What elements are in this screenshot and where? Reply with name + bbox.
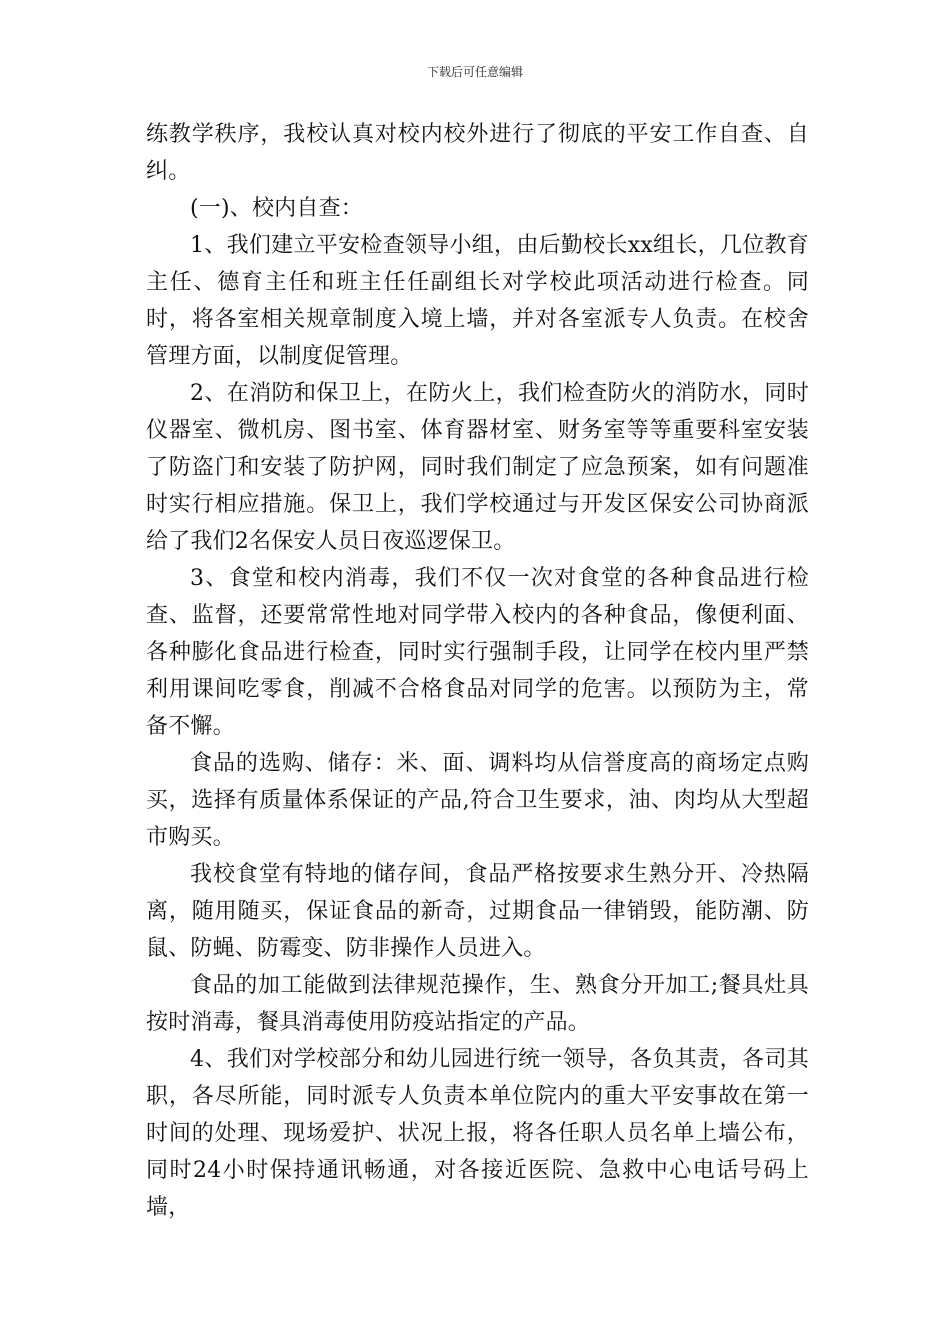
page-header: 下载后可任意编辑 [426,65,523,79]
paragraph-item-3: 3、食堂和校内消毒，我们不仅一次对食堂的各种食品进行检查、监督，还要常常性地对同学带入校内的各种食品，像便利面、各种膨化食品进行检查，同时实行强制手段，让同学在校内里严禁利用课间吃零食，削减不合格食品对同学的危害。以预防为主，常备不懈。 [146,566,809,739]
section-heading-internal-inspection: (一)、校内自查： [190,196,363,221]
paragraph-continuation: 练教学秩序，我校认真对校内校外进行了彻底的平安工作自查、自纠。 [146,122,809,184]
paragraph-item-4: 4、我们对学校部分和幼儿园进行统一领导，各负其责，各司其职，各尽所能，同时派专人负责本单位院内的重大平安事故在第一时间的处理、现场爱护、状况上报，将各任职人员名单上墙公布，同时24小时保持通讯畅通，对各接近医院、急救中心电话号码上墙， [146,1047,809,1220]
paragraph-food-processing: 食品的加工能做到法律规范操作，生、熟食分开加工;餐具灶具按时消毒，餐具消毒使用防疫站指定的产品。 [146,973,809,1035]
paragraph-food-purchase: 食品的选购、储存：米、面、调料均从信誉度高的商场定点购买，选择有质量体系保证的产品,符合卫生要求，油、肉均从大型超市购买。 [146,751,809,850]
paragraph-item-1: 1、我们建立平安检查领导小组，由后勤校长xx组长，几位教育主任、德育主任和班主任任副组长对学校此项活动进行检查。同时，将各室相关规章制度入境上墙，并对各室派专人负责。在校舍管理方面，以制度促管理。 [146,233,809,369]
paragraph-food-storage: 我校食堂有特地的储存间，食品严格按要求生熟分开、冷热隔离，随用随买，保证食品的新奇，过期食品一律销毁，能防潮、防鼠、防蝇、防霉变、防非操作人员进入。 [146,862,809,961]
paragraph-item-2: 2、在消防和保卫上，在防火上，我们检查防火的消防水，同时仪器室、微机房、图书室、体育器材室、财务室等等重要科室安装了防盗门和安装了防护网，同时我们制定了应急预案，如有问题准时实行相应措施。保卫上，我们学校通过与开发区保安公司协商派给了我们2名保安人员日夜巡逻保卫。 [146,381,809,554]
document-body [146,116,809,1226]
